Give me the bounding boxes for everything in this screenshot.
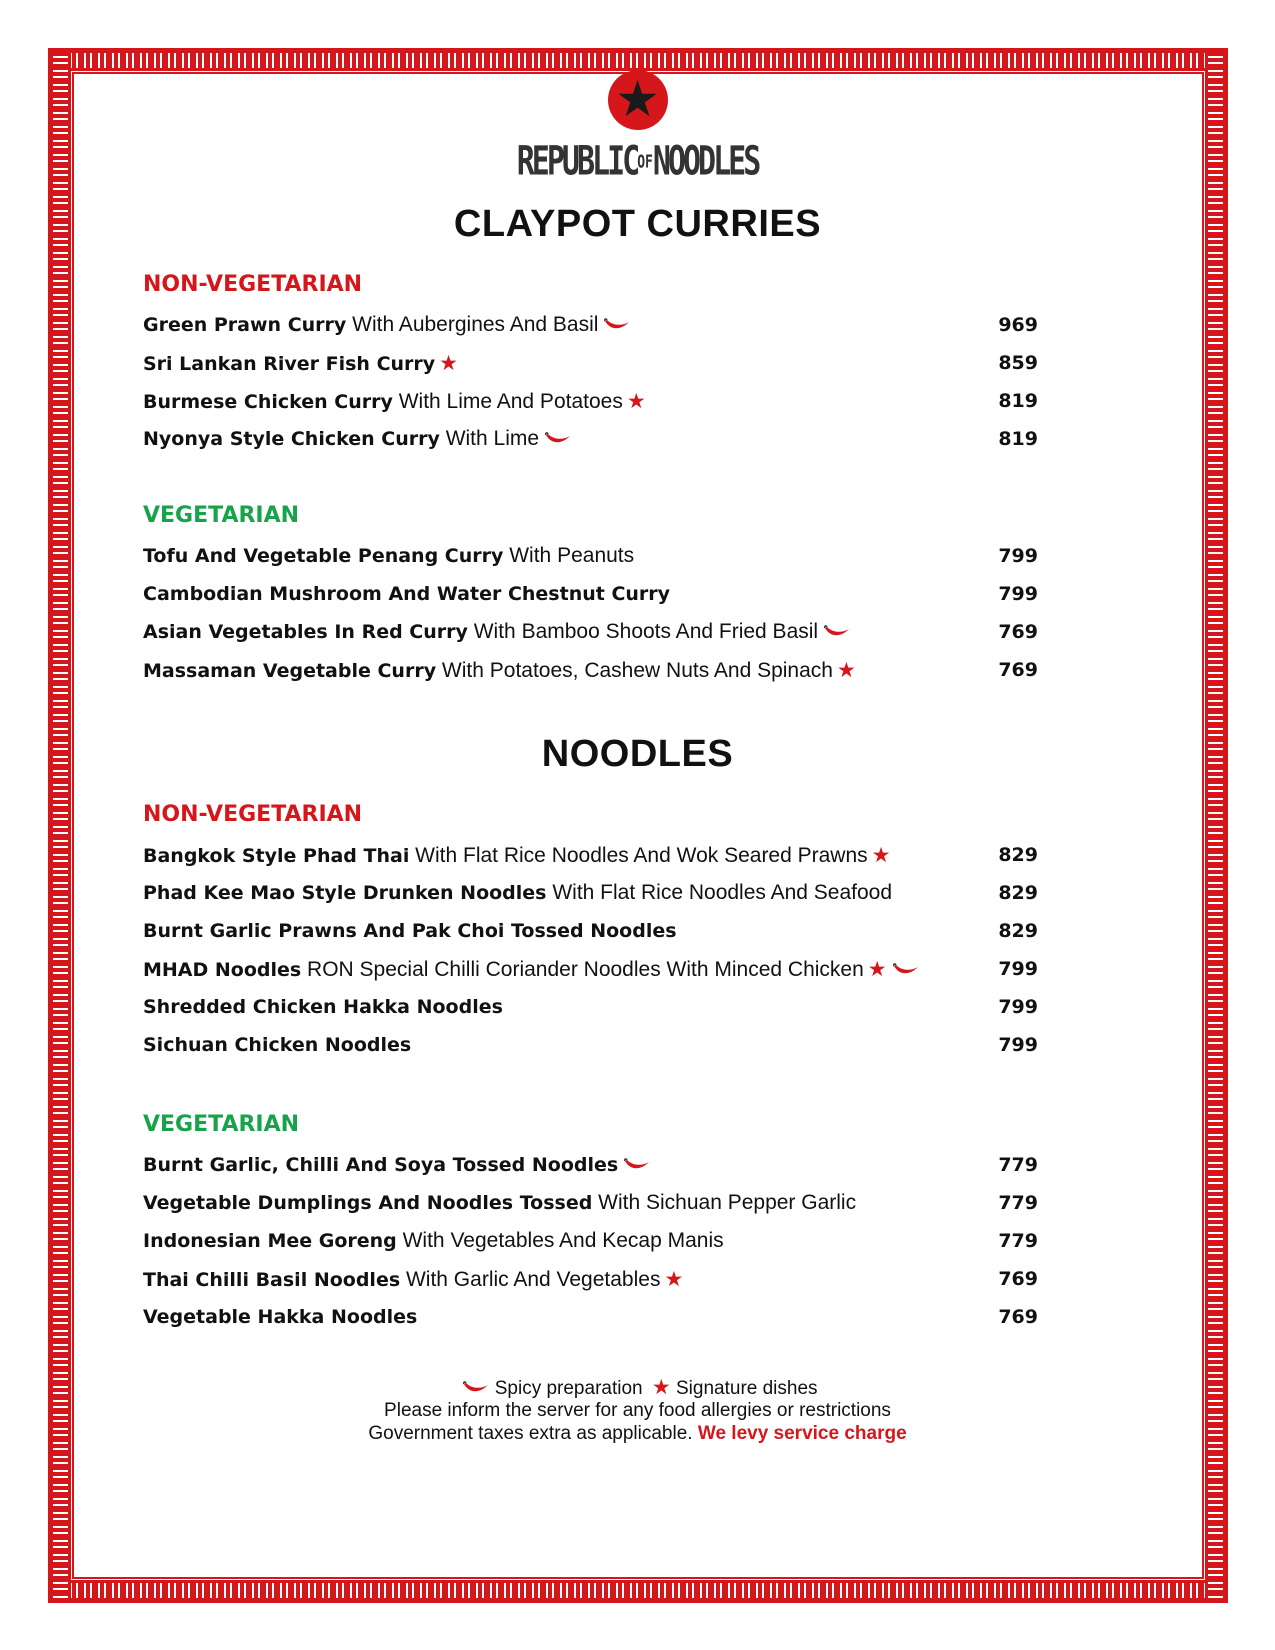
menu-item: [143, 348, 1038, 378]
chilli-icon: [893, 963, 919, 977]
item-price: 799: [998, 958, 1038, 980]
menu-item: [143, 386, 1038, 416]
chilli-icon: [463, 1381, 489, 1395]
item-name: Cambodian Mushroom And Water Chestnut Curry: [143, 583, 671, 605]
item-price: 829: [998, 844, 1038, 866]
item-description: With Sichuan Pepper Garlic: [592, 1191, 857, 1214]
item-name: Indonesian Mee Goreng: [143, 1230, 397, 1252]
item-description: RON Special Chilli Coriander Noodles With Minced Chicken: [301, 958, 864, 981]
item-name: Nyonya Style Chicken Curry: [143, 428, 440, 450]
star-icon: ★: [626, 389, 646, 413]
menu-item: [143, 541, 1038, 571]
menu-item: [143, 954, 1038, 984]
star-icon: ★: [871, 843, 891, 867]
item-description: With Potatoes, Cashew Nuts And Spinach: [436, 659, 833, 682]
item-name: Burnt Garlic Prawns And Pak Choi Tossed Noodles: [143, 920, 677, 942]
menu-item: [143, 1030, 1038, 1060]
item-name: Phad Kee Mao Style Drunken Noodles: [143, 882, 547, 904]
menu-item: [143, 617, 1038, 647]
menu-item: [143, 1188, 1038, 1218]
chilli-icon: [624, 1158, 650, 1172]
item-price: 819: [998, 390, 1038, 412]
item-name: Massaman Vegetable Curry: [143, 660, 437, 682]
item-name: Thai Chilli Basil Noodles: [143, 1269, 401, 1291]
item-name: Vegetable Hakka Noodles: [143, 1306, 418, 1328]
item-description: With Aubergines And Basil: [346, 313, 599, 336]
item-price: 769: [998, 621, 1038, 643]
item-name: Vegetable Dumplings And Noodles Tossed: [143, 1192, 593, 1214]
item-price: 859: [998, 352, 1038, 374]
item-name: Green Prawn Curry: [143, 314, 347, 336]
item-name: Sri Lankan River Fish Curry: [143, 353, 436, 375]
item-price: 829: [998, 882, 1038, 904]
chilli-icon: [824, 625, 850, 639]
menu-item: [143, 424, 1038, 454]
item-price: 779: [998, 1154, 1038, 1176]
legend-spicy-label: Spicy preparation: [494, 1378, 643, 1399]
item-name: Burnt Garlic, Chilli And Soya Tossed Noodles: [143, 1154, 619, 1176]
item-price: 769: [998, 1306, 1038, 1328]
star-icon: ★: [439, 351, 458, 375]
menu-item: [143, 579, 1038, 609]
item-description: With Flat Rice Noodles And Wok Seared Prawns: [409, 844, 868, 867]
item-name: Asian Vegetables In Red Curry: [143, 621, 468, 643]
item-description: With Garlic And Vegetables: [400, 1268, 661, 1291]
item-description: With Peanuts: [503, 544, 635, 567]
border-pattern-left: [50, 50, 71, 1601]
border-pattern-top: [50, 50, 1226, 71]
item-price: 819: [998, 428, 1038, 450]
menu-item: [143, 310, 1038, 340]
category-heading: NON-VEGETARIAN: [143, 802, 363, 827]
border-pattern-bottom: [50, 1580, 1226, 1601]
item-name: Sichuan Chicken Noodles: [143, 1034, 412, 1056]
menu-item: [143, 992, 1038, 1022]
star-icon: ★: [867, 957, 887, 981]
star-icon: ★: [651, 1376, 671, 1399]
item-name: Bangkok Style Phad Thai: [143, 845, 410, 867]
item-price: 779: [998, 1230, 1038, 1252]
legend-line: [0, 1376, 1275, 1400]
item-price: 769: [998, 659, 1038, 681]
menu-item: [143, 840, 1038, 870]
tax-note: Government taxes extra as applicable. We levy service charge: [368, 1423, 907, 1444]
logo-star-emblem: ★: [608, 70, 668, 130]
menu-item: [143, 1302, 1038, 1332]
star-icon: ★: [836, 658, 856, 682]
section-title-claypot: CLAYPOT CURRIES: [453, 203, 822, 245]
item-price: 829: [998, 920, 1038, 942]
item-name: MHAD Noodles: [143, 959, 302, 981]
chilli-icon: [545, 432, 571, 446]
restaurant-logo: [0, 70, 1275, 186]
menu-item: [143, 916, 1038, 946]
chilli-icon: [604, 318, 630, 332]
star-icon: ★: [664, 1267, 684, 1291]
item-price: 799: [998, 1034, 1038, 1056]
item-name: Burmese Chicken Curry: [143, 391, 393, 413]
item-description: With Bamboo Shoots And Fried Basil: [467, 620, 819, 643]
menu-item: [143, 1264, 1038, 1294]
item-price: 799: [998, 996, 1038, 1018]
logo-wordmark: REPUBLICOFNOODLES: [516, 138, 759, 186]
menu-item: [143, 1226, 1038, 1256]
category-heading: NON-VEGETARIAN: [143, 272, 363, 297]
item-description: With Flat Rice Noodles And Seafood: [546, 881, 893, 904]
category-heading: VEGETARIAN: [143, 1112, 300, 1137]
item-price: 779: [998, 1192, 1038, 1214]
legend-signature-label: Signature dishes: [676, 1378, 818, 1399]
border-pattern-right: [1205, 50, 1226, 1601]
menu-item: [143, 655, 1038, 685]
item-price: 799: [998, 583, 1038, 605]
menu-item: [143, 1150, 1038, 1180]
item-price: 769: [998, 1268, 1038, 1290]
service-charge-note: We levy service charge: [697, 1423, 907, 1444]
menu-item: [143, 878, 1038, 908]
category-heading: VEGETARIAN: [143, 503, 300, 528]
item-description: With Lime: [439, 427, 540, 450]
item-description: With Vegetables And Kecap Manis: [396, 1229, 724, 1252]
section-title-noodles: NOODLES: [541, 733, 734, 775]
item-price: 969: [998, 314, 1038, 336]
item-name: Tofu And Vegetable Penang Curry: [143, 545, 504, 567]
item-name: Shredded Chicken Hakka Noodles: [143, 996, 503, 1018]
item-price: 799: [998, 545, 1038, 567]
allergy-note: Please inform the server for any food allergies or restrictions: [384, 1400, 891, 1421]
item-description: With Lime And Potatoes: [392, 390, 623, 413]
